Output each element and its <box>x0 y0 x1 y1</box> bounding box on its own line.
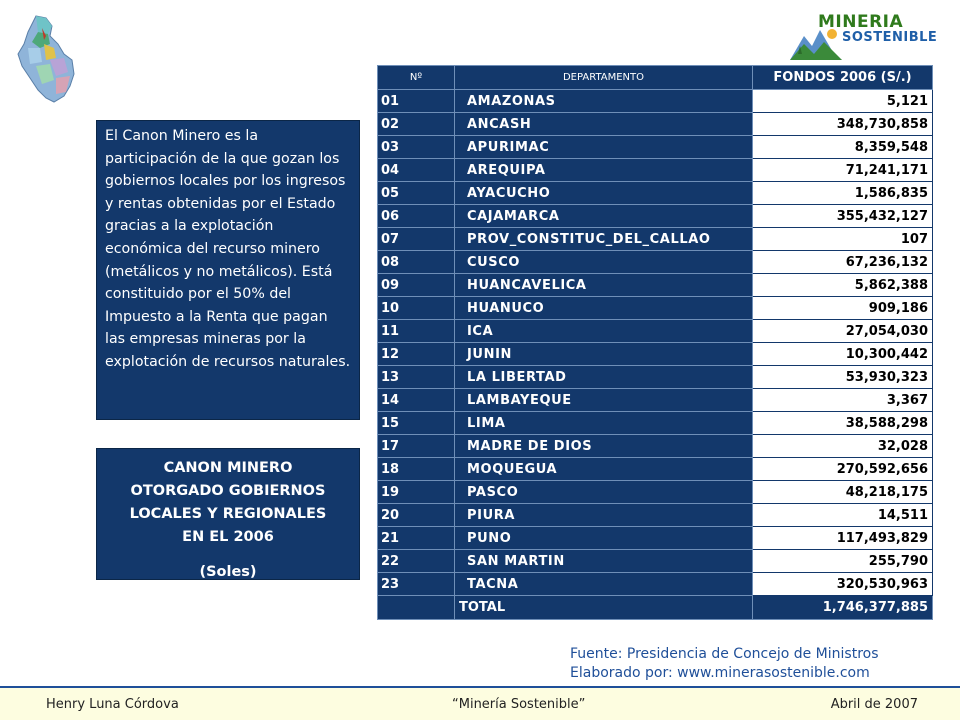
row-departamento: JUNIN <box>455 343 753 366</box>
canon-units: (Soles) <box>199 564 257 580</box>
canon-title-line: CANON MINERO <box>163 460 293 476</box>
mineria-sostenible-logo <box>788 10 948 62</box>
row-fondos: 355,432,127 <box>753 205 933 228</box>
row-number: 02 <box>378 113 455 136</box>
row-fondos: 8,359,548 <box>753 136 933 159</box>
row-departamento: HUANUCO <box>455 297 753 320</box>
header-departamento: DEPARTAMENTO <box>455 66 753 90</box>
footer-author: Henry Luna Córdova <box>46 697 179 712</box>
row-departamento: LIMA <box>455 412 753 435</box>
row-departamento: AYACUCHO <box>455 182 753 205</box>
table-row <box>378 274 933 297</box>
row-number: 13 <box>378 366 455 389</box>
table-row <box>378 573 933 596</box>
source-line: Fuente: Presidencia de Concejo de Ministros <box>570 646 879 662</box>
table-header-row <box>378 66 933 90</box>
table-row <box>378 504 933 527</box>
total-label: TOTAL <box>455 596 753 620</box>
table-row <box>378 343 933 366</box>
row-departamento: PASCO <box>455 481 753 504</box>
row-fondos: 348,730,858 <box>753 113 933 136</box>
row-number: 04 <box>378 159 455 182</box>
canon-title-box <box>96 448 360 580</box>
row-fondos: 48,218,175 <box>753 481 933 504</box>
canon-title-line: EN EL 2006 <box>182 529 274 545</box>
row-fondos: 10,300,442 <box>753 343 933 366</box>
row-fondos: 909,186 <box>753 297 933 320</box>
total-value: 1,746,377,885 <box>753 596 933 620</box>
row-departamento: HUANCAVELICA <box>455 274 753 297</box>
table-row <box>378 113 933 136</box>
table-row <box>378 435 933 458</box>
row-fondos: 53,930,323 <box>753 366 933 389</box>
table-row <box>378 205 933 228</box>
table-row <box>378 481 933 504</box>
row-number: 19 <box>378 481 455 504</box>
table-row <box>378 297 933 320</box>
row-fondos: 320,530,963 <box>753 573 933 596</box>
table-row <box>378 228 933 251</box>
canon-table <box>377 65 933 620</box>
row-departamento: CAJAMARCA <box>455 205 753 228</box>
peru-map-icon <box>14 14 76 106</box>
row-departamento: ANCASH <box>455 113 753 136</box>
row-fondos: 107 <box>753 228 933 251</box>
row-number: 11 <box>378 320 455 343</box>
row-departamento: MADRE DE DIOS <box>455 435 753 458</box>
table-row <box>378 320 933 343</box>
row-departamento: TACNA <box>455 573 753 596</box>
table-row <box>378 159 933 182</box>
row-departamento: LAMBAYEQUE <box>455 389 753 412</box>
logo-text-sostenible: SOSTENIBLE <box>842 30 938 45</box>
row-number: 14 <box>378 389 455 412</box>
row-number: 21 <box>378 527 455 550</box>
header-fondos: FONDOS 2006 (S/.) <box>753 66 933 90</box>
canon-title-line: OTORGADO GOBIERNOS <box>130 483 326 499</box>
row-number: 18 <box>378 458 455 481</box>
row-departamento: PIURA <box>455 504 753 527</box>
row-number: 22 <box>378 550 455 573</box>
row-number: 20 <box>378 504 455 527</box>
table-row <box>378 366 933 389</box>
row-number: 05 <box>378 182 455 205</box>
table-row <box>378 182 933 205</box>
row-fondos: 67,236,132 <box>753 251 933 274</box>
row-departamento: MOQUEGUA <box>455 458 753 481</box>
row-departamento: APURIMAC <box>455 136 753 159</box>
table-row <box>378 458 933 481</box>
logo-text-mineria: MINERIA <box>818 12 904 32</box>
canon-title-line: LOCALES Y REGIONALES <box>129 506 327 522</box>
row-fondos: 27,054,030 <box>753 320 933 343</box>
row-fondos: 3,367 <box>753 389 933 412</box>
table-row <box>378 389 933 412</box>
row-fondos: 270,592,656 <box>753 458 933 481</box>
table-total-row <box>378 596 933 620</box>
table-row <box>378 412 933 435</box>
header-no: Nº <box>378 66 455 90</box>
row-number: 23 <box>378 573 455 596</box>
row-number: 10 <box>378 297 455 320</box>
table-row <box>378 550 933 573</box>
table-row <box>378 136 933 159</box>
source-note <box>570 645 879 683</box>
row-fondos: 14,511 <box>753 504 933 527</box>
canon-description: El Canon Minero es la participación de la que gozan los gobiernos locales por los ingresos y rentas obtenidas por el Estado gracias a la explotación económica del recurso minero (metálicos y no metálicos). Está constituido por el 50% del Impuesto a la Renta que pagan las empresas mineras por la explotación de recursos naturales. <box>96 120 360 420</box>
row-fondos: 5,121 <box>753 90 933 113</box>
row-number: 15 <box>378 412 455 435</box>
row-number: 17 <box>378 435 455 458</box>
slide-footer <box>0 686 960 720</box>
row-fondos: 32,028 <box>753 435 933 458</box>
row-departamento: CUSCO <box>455 251 753 274</box>
footer-title: “Minería Sostenible” <box>452 697 586 712</box>
row-departamento: AMAZONAS <box>455 90 753 113</box>
table-row <box>378 90 933 113</box>
row-number: 01 <box>378 90 455 113</box>
table-body <box>378 90 933 596</box>
total-no-cell <box>378 596 455 620</box>
row-number: 06 <box>378 205 455 228</box>
row-departamento: ICA <box>455 320 753 343</box>
row-fondos: 5,862,388 <box>753 274 933 297</box>
table-row <box>378 527 933 550</box>
row-number: 12 <box>378 343 455 366</box>
credit-line: Elaborado por: www.minerasostenible.com <box>570 665 870 681</box>
row-departamento: AREQUIPA <box>455 159 753 182</box>
row-departamento: PROV_CONSTITUC_DEL_CALLAO <box>455 228 753 251</box>
row-number: 09 <box>378 274 455 297</box>
row-fondos: 255,790 <box>753 550 933 573</box>
row-number: 03 <box>378 136 455 159</box>
footer-date: Abril de 2007 <box>830 697 918 712</box>
row-departamento: PUNO <box>455 527 753 550</box>
row-departamento: SAN MARTIN <box>455 550 753 573</box>
row-departamento: LA LIBERTAD <box>455 366 753 389</box>
row-fondos: 1,586,835 <box>753 182 933 205</box>
table-row <box>378 251 933 274</box>
row-fondos: 71,241,171 <box>753 159 933 182</box>
row-fondos: 38,588,298 <box>753 412 933 435</box>
row-number: 07 <box>378 228 455 251</box>
row-number: 08 <box>378 251 455 274</box>
row-fondos: 117,493,829 <box>753 527 933 550</box>
